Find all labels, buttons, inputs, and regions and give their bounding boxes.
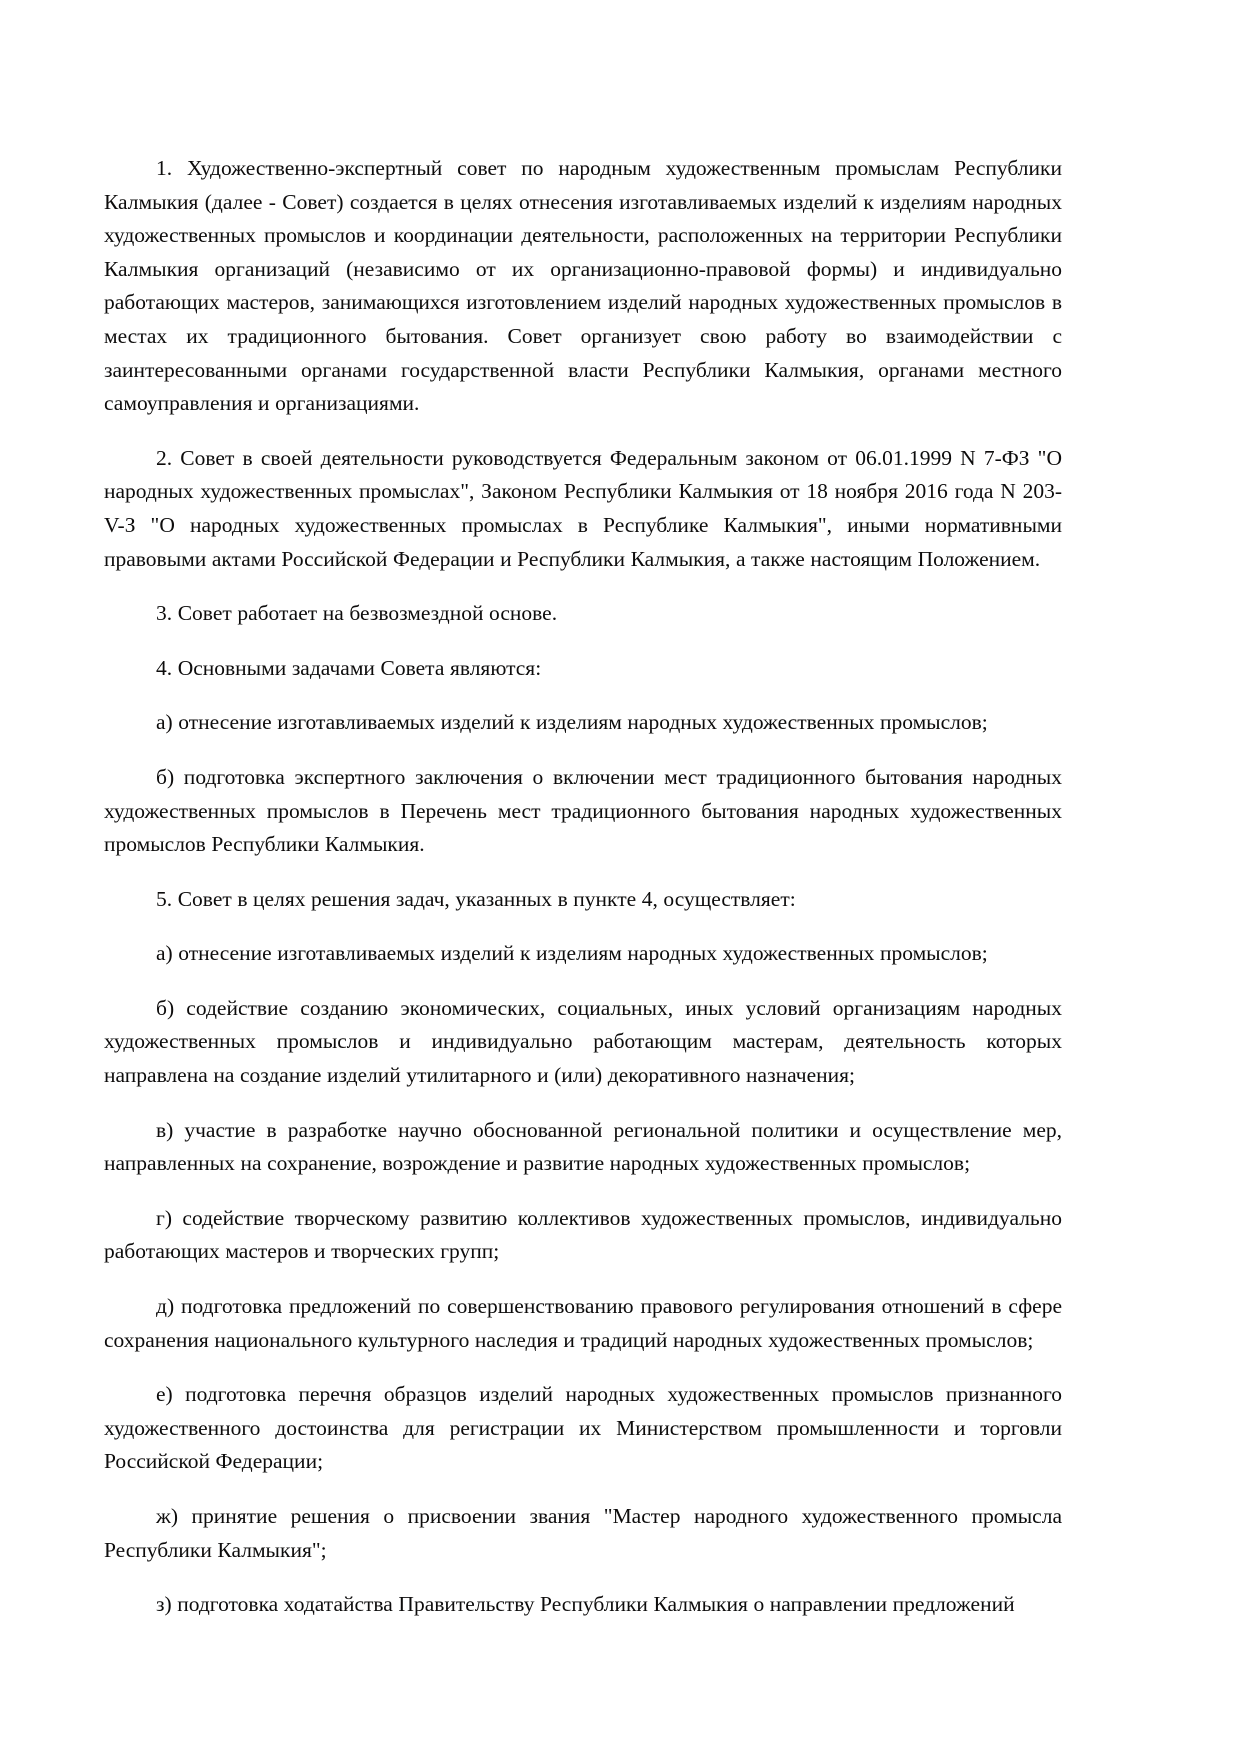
paragraph-item-4-b: б) подготовка экспертного заключения о включении мест традиционного бытования народных художественных промыслов в Перечень мест традиционного бытования народных художественных промыслов Республики Калмыкия. <box>104 764 1062 857</box>
paragraph-item-5-d: д) подготовка предложений по совершенствованию правового регулирования отношений в сфере сохранения национального культурного наследия и традиций народных художественных промыслов; <box>104 1294 1062 1352</box>
paragraph-item-2: 2. Совет в своей деятельности руководствуется Федеральным законом от 06.01.1999 N 7-ФЗ "О народных художественных промыслах", Законом Республики Калмыкия от 18 ноября 2016 года N 203-V-З "О народных художественных промыслах в Республике Калмыкия", иными нормативными правовыми актами Российской Федерации и Республики Калмыкия, а также настоящим Положением. <box>104 445 1062 571</box>
paragraph-item-4: 4. Основными задачами Совета являются: <box>156 655 542 680</box>
paragraph-item-4-a: а) отнесение изготавливаемых изделий к изделиям народных художественных промыслов; <box>156 710 988 735</box>
paragraph-item-5-g: г) содействие творческому развитию коллективов художественных промыслов, индивидуально работающих мастеров и творческих групп; <box>104 1205 1062 1264</box>
paragraph-item-3: 3. Совет работает на безвозмездной основе. <box>156 601 558 626</box>
paragraph-item-1: 1. Художественно-экспертный совет по народным художественным промыслам Республики Калмыкия (далее - Совет) создается в целях отнесения изготавливаемых изделий к изделиям народных художественных промыслов и координации деятельности, расположенных на территории Республики Калмыкия организаций (независимо от их организационно-правовой формы) и индивидуально работающих мастеров, занимающихся изготовлением изделий народных художественных промыслов в местах их традиционного бытования. Совет организует свою работу во взаимодействии с заинтересованными органами государственной власти Республики Калмыкия, органами местного самоуправления и организациями. <box>104 156 1062 416</box>
document-body <box>104 152 1062 1622</box>
paragraph-item-5: 5. Совет в целях решения задач, указанных в пункте 4, осуществляет: <box>156 886 796 911</box>
paragraph-item-5-z: з) подготовка ходатайства Правительству Республики Калмыкия о направлении предложений <box>156 1592 1015 1617</box>
paragraph-item-5-e: е) подготовка перечня образцов изделий народных художественных промыслов признанного художественного достоинства для регистрации их Министерством промышленности и торговли Российской Федерации; <box>104 1382 1062 1474</box>
paragraph-item-5-v: в) участие в разработке научно обоснованной региональной политики и осуществление мер, направленных на сохранение, возрождение и развитие народных художественных промыслов; <box>104 1117 1062 1176</box>
paragraph-item-5-b: б) содействие созданию экономических, социальных, иных условий организациям народных художественных промыслов и индивидуально работающим мастерам, деятельность которых направлена на создание изделий утилитарного и (или) декоративного назначения; <box>104 995 1062 1088</box>
paragraph-item-5-a: а) отнесение изготавливаемых изделий к изделиям народных художественных промыслов; <box>156 941 988 966</box>
paragraph-item-5-zh: ж) принятие решения о присвоении звания "Мастер народного художественного промысла Республики Калмыкия"; <box>104 1504 1062 1562</box>
